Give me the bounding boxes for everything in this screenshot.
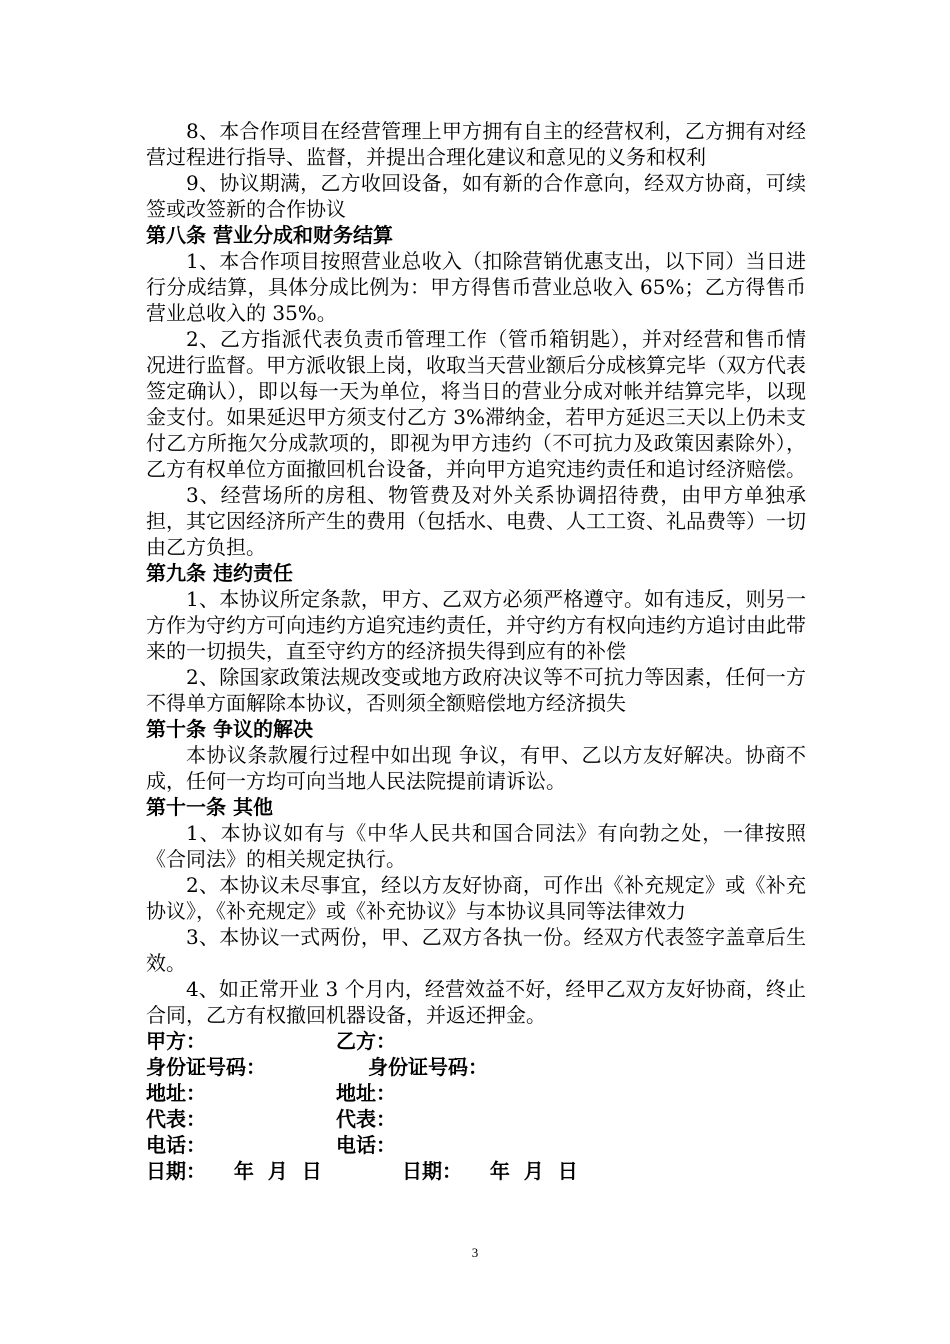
section-11-paragraph: 1、本协议如有与《中华人民共和国合同法》有向勃之处，一律按照《合同法》的相关规定执行。 xyxy=(146,821,806,871)
rep-a-label: 代表： xyxy=(146,1107,206,1131)
clause-9-paragraph: 9、协议期满，乙方收回设备，如有新的合作意向，经双方协商，可续签或改签新的合作协议 xyxy=(146,171,806,221)
section-11-paragraph: 3、本协议一式两份，甲、乙双方各执一份。经双方代表签字盖章后生效。 xyxy=(146,925,806,975)
signature-row-phone xyxy=(146,1132,806,1158)
section-11-paragraph: 2、本协议未尽事宜，经以方友好协商，可作出《补充规定》或《补充协议》，《补充规定》或《补充协议》与本协议具同等法律效力 xyxy=(146,873,806,923)
signature-row-date xyxy=(146,1158,806,1184)
rep-b-label: 代表： xyxy=(336,1107,396,1131)
address-a-label: 地址： xyxy=(146,1081,206,1105)
section-8-paragraph: 3、经营场所的房租、物管费及对外关系协调招待费，由甲方单独承担，其它因经济所产生的费用（包括水、电费、人工工资、礼品费等）一切由乙方负担。 xyxy=(146,483,806,559)
section-11-title: 第十一条 其他 xyxy=(146,795,273,819)
date-a-label: 日期： 年 月 日 xyxy=(146,1159,322,1183)
section-10-title: 第十条 争议的解决 xyxy=(146,717,313,741)
party-a-label: 甲方： xyxy=(146,1029,206,1053)
section-9-paragraph: 2、除国家政策法规改变或地方政府决议等不可抗力等因素，任何一方不得单方面解除本协议，否则须全额赔偿地方经济损失 xyxy=(146,665,806,715)
phone-a-label: 电话： xyxy=(146,1133,206,1157)
document-body xyxy=(146,118,806,1184)
date-b-label: 日期： 年 月 日 xyxy=(402,1159,578,1183)
clause-8-paragraph: 8、本合作项目在经营管理上甲方拥有自主的经营权利，乙方拥有对经营过程进行指导、监督，并提出合理化建议和意见的义务和权利 xyxy=(146,119,806,169)
id-a-label: 身份证号码： xyxy=(146,1055,266,1079)
signature-row-address xyxy=(146,1080,806,1106)
party-b-label: 乙方： xyxy=(336,1029,396,1053)
page-number: 3 xyxy=(471,1245,479,1260)
signature-row-id xyxy=(146,1054,806,1080)
id-b-label: 身份证号码： xyxy=(368,1055,488,1079)
section-9-title: 第九条 违约责任 xyxy=(146,561,293,585)
signature-row-representative xyxy=(146,1106,806,1132)
signature-row-party xyxy=(146,1028,806,1054)
address-b-label: 地址： xyxy=(336,1081,396,1105)
section-9-paragraph: 1、本协议所定条款，甲方、乙双方必须严格遵守。如有违反，则另一方作为守约方可向违约方追究违约责任，并守约方有权向违约方追讨由此带来的一切损失，直至守约方的经济损失得到应有的补偿 xyxy=(146,587,806,663)
section-10-paragraph: 本协议条款履行过程中如出现 争议，有甲、乙以方友好解决。协商不成，任何一方均可向当地人民法院提前请诉讼。 xyxy=(146,743,806,793)
phone-b-label: 电话： xyxy=(336,1133,396,1157)
section-8-paragraph: 2、乙方指派代表负责币管理工作（管币箱钥匙），并对经营和售币情况进行监督。甲方派收银上岗，收取当天营业额后分成核算完毕（双方代表签定确认），即以每一天为单位，将当日的营业分成对帐并结算完毕，以现金支付。如果延迟甲方须支付乙方 3%滞纳金，若甲方延迟三天以上仍未支付乙方所拖欠分成款项的，即视为甲方违约（不可抗力及政策因素除外），乙方有权单位方面撤回机台设备，并向甲方追究违约责任和追讨经济赔偿。 xyxy=(146,327,806,481)
section-11-paragraph: 4、如正常开业 3 个月内，经营效益不好，经甲乙双方友好协商，终止合同，乙方有权撤回机器设备，并返还押金。 xyxy=(146,977,806,1027)
section-8-title: 第八条 营业分成和财务结算 xyxy=(146,223,393,247)
section-8-paragraph: 1、本合作项目按照营业总收入（扣除营销优惠支出，以下同）当日进行分成结算，具体分成比例为：甲方得售币营业总收入 65%；乙方得售币营业总收入的 35%。 xyxy=(146,249,806,325)
